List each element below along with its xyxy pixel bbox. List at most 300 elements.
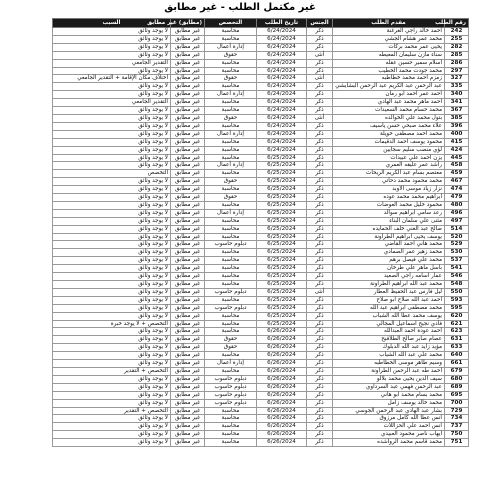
gender-cell: ذكر xyxy=(307,99,333,107)
request-date-cell: 6/25/2024 xyxy=(257,217,307,225)
request-date-cell: 6/26/2024 xyxy=(257,328,307,336)
gender-cell: ذكر xyxy=(307,201,333,209)
reason-cell: لا يوجد وثائق xyxy=(53,391,171,399)
match-status-cell: غير مطابق xyxy=(171,336,205,344)
gender-cell: ذكر xyxy=(307,233,333,241)
gender-cell: ذكر xyxy=(307,375,333,383)
reason-cell: لا يوجد وثائق xyxy=(53,107,171,115)
reason-cell: لا يوجد وثائق xyxy=(53,91,171,99)
request-date-cell: 6/26/2024 xyxy=(257,423,307,431)
applicant-name-cell: عمار اسامه راجي الصعيد xyxy=(333,273,445,281)
gender-cell: ذكر xyxy=(307,320,333,328)
request-date-cell: 6/24/2024 xyxy=(257,75,307,83)
reason-cell: لا يوجد وثائق xyxy=(53,352,171,360)
match-status-cell: غير مطابق xyxy=(171,162,205,170)
match-status-cell: غير مطابق xyxy=(171,399,205,407)
reason-cell: لا يوجد وثائق xyxy=(53,28,171,36)
header-applicant: مقدم الطلب xyxy=(333,19,445,28)
reason-cell: لا يوجد وثائق xyxy=(53,114,171,122)
gender-cell: ذكر xyxy=(307,296,333,304)
request-number-cell: 458 xyxy=(445,162,469,170)
reason-cell: لا يوجد وثائق xyxy=(53,344,171,352)
specialization-cell: محاسبة xyxy=(205,59,257,67)
specialization-cell: محاسبة xyxy=(205,122,257,130)
table-row xyxy=(53,352,469,360)
match-status-cell: غير مطابق xyxy=(171,312,205,320)
table-row xyxy=(53,423,469,431)
match-status-cell: غير مطابق xyxy=(171,186,205,194)
table-row xyxy=(53,281,469,289)
applicant-name-cell: نزار زياد موسى الاوبد xyxy=(333,186,445,194)
gender-cell: ذكر xyxy=(307,59,333,67)
specialization-cell: حقوق xyxy=(205,336,257,344)
match-status-cell: غير مطابق xyxy=(171,225,205,233)
request-date-cell: 6/25/2024 xyxy=(257,201,307,209)
reason-cell: التخصص xyxy=(53,170,171,178)
request-date-cell: 6/24/2024 xyxy=(257,28,307,36)
reason-cell: لا يوجد وثائق xyxy=(53,233,171,241)
reason-cell: لا يوجد وثائق xyxy=(53,201,171,209)
request-number-cell: 467 xyxy=(445,178,469,186)
gender-cell: ذكر xyxy=(307,423,333,431)
specialization-cell: حقوق xyxy=(205,344,257,352)
applicant-name-cell: احمد خالد راجي الغرغنة xyxy=(333,28,445,36)
table-row xyxy=(53,360,469,368)
match-status-cell: غير مطابق xyxy=(171,375,205,383)
request-number-cell: 529 xyxy=(445,241,469,249)
gender-cell: ذكر xyxy=(307,431,333,439)
document-title: غير مكتمل الطلب - غير مطابق xyxy=(164,2,316,13)
reason-cell: لا يوجد وثائق xyxy=(53,130,171,138)
match-status-cell: غير مطابق xyxy=(171,265,205,273)
gender-cell: ذكر xyxy=(307,28,333,36)
request-number-cell: 459 xyxy=(445,170,469,178)
request-date-cell: 6/25/2024 xyxy=(257,304,307,312)
request-number-cell: 282 xyxy=(445,43,469,51)
specialization-cell: محاسبة xyxy=(205,367,257,375)
reason-cell: لا يوجد وثائق xyxy=(53,375,171,383)
request-date-cell: 6/25/2024 xyxy=(257,170,307,178)
specialization-cell: دبلوم حاسوب xyxy=(205,391,257,399)
reason-cell: لا يوجد وثائق xyxy=(53,178,171,186)
applicant-name-cell: محمد قاسم محمد الرواشده xyxy=(333,439,445,447)
applicant-name-cell: محمد حسام محمد السعيدات xyxy=(333,107,445,115)
request-number-cell: 640 xyxy=(445,352,469,360)
table-row xyxy=(53,399,469,407)
reason-cell: لا يوجد وثائق xyxy=(53,257,171,265)
gender-cell: ذكر xyxy=(307,170,333,178)
request-number-cell: 734 xyxy=(445,415,469,423)
request-date-cell: 6/25/2024 xyxy=(257,249,307,257)
specialization-cell: محاسبة xyxy=(205,225,257,233)
reason-cell: لا يوجد وثائق xyxy=(53,273,171,281)
match-status-cell: غير مطابق xyxy=(171,257,205,265)
match-status-cell: غير مطابق xyxy=(171,320,205,328)
request-date-cell: 6/24/2024 xyxy=(257,99,307,107)
table-row xyxy=(53,312,469,320)
reason-cell: لا يوجد وثائق xyxy=(53,43,171,51)
request-date-cell: 6/26/2024 xyxy=(257,352,307,360)
match-status-cell: غير مطابق xyxy=(171,391,205,399)
request-date-cell: 6/24/2024 xyxy=(257,138,307,146)
request-date-cell: 6/25/2024 xyxy=(257,320,307,328)
request-date-cell: 6/25/2024 xyxy=(257,312,307,320)
request-number-cell: 479 xyxy=(445,194,469,202)
reason-cell: لا يوجد وثائق xyxy=(53,431,171,439)
request-number-cell: 474 xyxy=(445,186,469,194)
specialization-cell: محاسبة xyxy=(205,28,257,36)
specialization-cell: محاسبة xyxy=(205,107,257,115)
request-date-cell: 6/25/2024 xyxy=(257,273,307,281)
table-row xyxy=(53,130,469,138)
specialization-cell: محاسبة xyxy=(205,423,257,431)
request-date-cell: 6/26/2024 xyxy=(257,439,307,447)
gender-cell: ذكر xyxy=(307,43,333,51)
request-date-cell: 6/25/2024 xyxy=(257,225,307,233)
request-number-cell: 367 xyxy=(445,107,469,115)
reason-cell: التقدير الجامعي xyxy=(53,99,171,107)
gender-cell: أنثى xyxy=(307,51,333,59)
match-status-cell: غير مطابق xyxy=(171,296,205,304)
request-date-cell: 6/25/2024 xyxy=(257,241,307,249)
applicant-name-cell: عصام صابر صالح الطلافيح xyxy=(333,336,445,344)
match-status-cell: غير مطابق xyxy=(171,107,205,115)
match-status-cell: غير مطابق xyxy=(171,154,205,162)
request-number-cell: 633 xyxy=(445,344,469,352)
reason-cell: التخصص + لا يوجد خبرة xyxy=(53,320,171,328)
request-number-cell: 497 xyxy=(445,217,469,225)
match-status-cell: غير مطابق xyxy=(171,91,205,99)
reason-cell: لا يوجد وثائق xyxy=(53,67,171,75)
table-row xyxy=(53,304,469,312)
request-number-cell: 415 xyxy=(445,138,469,146)
specialization-cell: محاسبة xyxy=(205,415,257,423)
match-status-cell: غير مطابق xyxy=(171,35,205,43)
request-date-cell: 6/25/2024 xyxy=(257,154,307,162)
request-number-cell: 546 xyxy=(445,273,469,281)
gender-cell: ذكر xyxy=(307,304,333,312)
match-status-cell: غير مطابق xyxy=(171,130,205,138)
table-row xyxy=(53,225,469,233)
gender-cell: أنثى xyxy=(307,75,333,83)
table-row xyxy=(53,320,469,328)
request-number-cell: 623 xyxy=(445,328,469,336)
reason-cell: لا يوجد وثائق xyxy=(53,241,171,249)
gender-cell: ذكر xyxy=(307,415,333,423)
match-status-cell: غير مطابق xyxy=(171,431,205,439)
gender-cell: أنثى xyxy=(307,114,333,122)
request-number-cell: 340 xyxy=(445,91,469,99)
match-status-cell: غير مطابق xyxy=(171,59,205,67)
applicant-name-cell: محمد بسام محمد ابو هاني xyxy=(333,391,445,399)
request-number-cell: 661 xyxy=(445,360,469,368)
table-row xyxy=(53,154,469,162)
specialization-cell: محاسبة xyxy=(205,201,257,209)
reason-cell: لا يوجد وثائق xyxy=(53,328,171,336)
specialization-cell: محاسبة xyxy=(205,431,257,439)
header-request-number: رقم الطلب xyxy=(445,19,469,28)
table-row xyxy=(53,67,469,75)
applicant-name-cell: ليل فارس عبد الحفيظ العطار xyxy=(333,288,445,296)
match-status-cell: غير مطابق xyxy=(171,217,205,225)
header-reason: السبب xyxy=(53,19,171,28)
match-status-cell: غير مطابق xyxy=(171,178,205,186)
request-number-cell: 514 xyxy=(445,225,469,233)
request-date-cell: 6/25/2024 xyxy=(257,257,307,265)
specialization-cell: محاسبة xyxy=(205,328,257,336)
header-gender: الجنس xyxy=(307,19,333,28)
table-row xyxy=(53,91,469,99)
reason-cell: لا يوجد وثائق xyxy=(53,186,171,194)
request-date-cell: 6/26/2024 xyxy=(257,360,307,368)
request-date-cell: 6/24/2024 xyxy=(257,83,307,91)
reason-cell: التخصص + التقدير xyxy=(53,407,171,415)
specialization-cell: إدارة أعمال xyxy=(205,360,257,368)
match-status-cell: غير مطابق xyxy=(171,367,205,375)
match-status-cell: غير مطابق xyxy=(171,83,205,91)
gender-cell: ذكر xyxy=(307,91,333,99)
match-status-cell: غير مطابق xyxy=(171,344,205,352)
request-date-cell: 6/24/2024 xyxy=(257,59,307,67)
gender-cell: ذكر xyxy=(307,130,333,138)
applicant-name-cell: محمد زهير عمر الصمادي xyxy=(333,249,445,257)
request-number-cell: 496 xyxy=(445,209,469,217)
applicant-name-cell: سناء مازن سليمان المعيطه xyxy=(333,51,445,59)
gender-cell: أنثى xyxy=(307,288,333,296)
applicant-name-cell: عبد الرحمن عبد الكريم عبد الرحمن البشايشي xyxy=(333,83,445,91)
applicant-name-cell: محمد مصطفى ابراهيم عبد الله xyxy=(333,304,445,312)
gender-cell: ذكر xyxy=(307,217,333,225)
request-number-cell: 621 xyxy=(445,320,469,328)
gender-cell: ذكر xyxy=(307,407,333,415)
request-date-cell: 6/26/2024 xyxy=(257,415,307,423)
applicant-name-cell: احمد طه عبد الرحمن الطراونة xyxy=(333,367,445,375)
table-row xyxy=(53,431,469,439)
request-number-cell: 689 xyxy=(445,383,469,391)
request-date-cell: 6/26/2024 xyxy=(257,344,307,352)
request-number-cell: 385 xyxy=(445,114,469,122)
table-row xyxy=(53,146,469,154)
reason-cell: لا يوجد وثائق xyxy=(53,225,171,233)
specialization-cell: محاسبة xyxy=(205,233,257,241)
reason-cell: لا يوجد وثائق xyxy=(53,162,171,170)
specialization-cell: محاسبة xyxy=(205,439,257,447)
match-status-cell: غير مطابق xyxy=(171,99,205,107)
specialization-cell: محاسبة xyxy=(205,249,257,257)
gender-cell: ذكر xyxy=(307,107,333,115)
request-date-cell: 6/25/2024 xyxy=(257,296,307,304)
applicant-name-cell: بتول محمد علي الخوالده xyxy=(333,114,445,122)
applicant-name-cell: يحيى عمر محمد بركات xyxy=(333,43,445,51)
request-date-cell: 6/24/2024 xyxy=(257,107,307,115)
specialization-cell: دبلوم حاسوب xyxy=(205,383,257,391)
applicant-name-cell: يوسف محمد عطا الله الشباب xyxy=(333,312,445,320)
applicant-name-cell: احمد عمر احمد ابو رمان xyxy=(333,91,445,99)
gender-cell: ذكر xyxy=(307,281,333,289)
gender-cell: ذكر xyxy=(307,186,333,194)
specialization-cell: محاسبة xyxy=(205,352,257,360)
gender-cell: ذكر xyxy=(307,328,333,336)
request-date-cell: 6/24/2024 xyxy=(257,43,307,51)
applications-table xyxy=(52,18,469,447)
request-date-cell: 6/25/2024 xyxy=(257,233,307,241)
applicant-name-cell: محمد خالد يوسف زامل xyxy=(333,399,445,407)
gender-cell: ذكر xyxy=(307,122,333,130)
specialization-cell: محاسبة xyxy=(205,265,257,273)
table-row xyxy=(53,35,469,43)
reason-cell: لا يوجد وثائق xyxy=(53,360,171,368)
reason-cell: لا يوجد وثائق xyxy=(53,122,171,130)
reason-cell: لا يوجد وثائق xyxy=(53,336,171,344)
table-row xyxy=(53,407,469,415)
specialization-cell: حقوق xyxy=(205,51,257,59)
header-request-date: تاريخ الطلب xyxy=(257,19,307,28)
table-row xyxy=(53,59,469,67)
match-status-cell: غير مطابق xyxy=(171,138,205,146)
match-status-cell: غير مطابق xyxy=(171,43,205,51)
match-status-cell: غير مطابق xyxy=(171,328,205,336)
applicant-name-cell: يزن احمد علي عبيدات xyxy=(333,154,445,162)
table-row xyxy=(53,415,469,423)
request-date-cell: 6/24/2024 xyxy=(257,130,307,138)
specialization-cell: محاسبة xyxy=(205,35,257,43)
table-row xyxy=(53,288,469,296)
request-date-cell: 6/26/2024 xyxy=(257,407,307,415)
table-row xyxy=(53,391,469,399)
match-status-cell: غير مطابق xyxy=(171,439,205,447)
applicant-name-cell: بشار عبد الهادي عبد الرحمن الجوسي xyxy=(333,407,445,415)
reason-cell: لا يوجد وثائق xyxy=(53,194,171,202)
request-number-cell: 424 xyxy=(445,146,469,154)
reason-cell: لا يوجد وثائق xyxy=(53,281,171,289)
applicant-name-cell: رعد سامي ابراهيم سوالد xyxy=(333,209,445,217)
specialization-cell: محاسبة xyxy=(205,312,257,320)
request-date-cell: 6/26/2024 xyxy=(257,391,307,399)
specialization-cell: محاسبة xyxy=(205,154,257,162)
reason-cell: لا يوجد وثائق xyxy=(53,288,171,296)
applicant-name-cell: محمد علي عبد الله الشياب xyxy=(333,352,445,360)
reason-cell: لا يوجد وثائق xyxy=(53,265,171,273)
applicant-name-cell: احمد ماهر محمد عبد الهادي xyxy=(333,99,445,107)
specialization-cell: إدارة أعمال xyxy=(205,91,257,99)
specialization-cell: إدارة أعمال xyxy=(205,209,257,217)
request-number-cell: 445 xyxy=(445,154,469,162)
gender-cell: ذكر xyxy=(307,83,333,91)
table-row xyxy=(53,43,469,51)
gender-cell: ذكر xyxy=(307,344,333,352)
specialization-cell: حقوق xyxy=(205,75,257,83)
request-date-cell: 6/25/2024 xyxy=(257,265,307,273)
table-row xyxy=(53,75,469,83)
request-number-cell: 530 xyxy=(445,249,469,257)
applicant-name-cell: محمود يوسف احمد الدقيمات xyxy=(333,138,445,146)
applicant-name-cell: فادي نجيح اسماعيل المجالي xyxy=(333,320,445,328)
request-number-cell: 729 xyxy=(445,407,469,415)
table-row xyxy=(53,249,469,257)
request-number-cell: 680 xyxy=(445,375,469,383)
applicant-name-cell: سيف الدين يحيى محمد بلالو xyxy=(333,375,445,383)
applicant-name-cell: اسلام سمير حسين عقله xyxy=(333,59,445,67)
table-row xyxy=(53,99,469,107)
table-row xyxy=(53,273,469,281)
gender-cell: ذكر xyxy=(307,249,333,257)
match-status-cell: غير مطابق xyxy=(171,146,205,154)
gender-cell: ذكر xyxy=(307,312,333,320)
table-row xyxy=(53,178,469,186)
table-row xyxy=(53,439,469,447)
specialization-cell: دبلوم حاسوب xyxy=(205,241,257,249)
reason-cell: لا يوجد وثائق xyxy=(53,138,171,146)
match-status-cell: غير مطابق xyxy=(171,201,205,209)
request-number-cell: 548 xyxy=(445,281,469,289)
applicant-name-cell: محمد علي فيصل برهم xyxy=(333,257,445,265)
gender-cell: ذكر xyxy=(307,138,333,146)
gender-cell: ذكر xyxy=(307,35,333,43)
reason-cell: لا يوجد وثائق xyxy=(53,304,171,312)
match-status-cell: غير مطابق xyxy=(171,281,205,289)
table-row xyxy=(53,170,469,178)
match-status-cell: غير مطابق xyxy=(171,352,205,360)
gender-cell: ذكر xyxy=(307,154,333,162)
applicant-name-cell: ايهاب ناصر محمود العبيدي xyxy=(333,431,445,439)
specialization-cell: محاسبة xyxy=(205,320,257,328)
applicant-name-cell: عبد الرحمن فهمي عبد السرداوي xyxy=(333,383,445,391)
specialization-cell: دبلوم حاسوب xyxy=(205,375,257,383)
request-number-cell: 695 xyxy=(445,391,469,399)
request-number-cell: 327 xyxy=(445,75,469,83)
reason-cell: لا يوجد وثائق xyxy=(53,83,171,91)
request-number-cell: 400 xyxy=(445,130,469,138)
specialization-cell: محاسبة xyxy=(205,170,257,178)
gender-cell: ذكر xyxy=(307,367,333,375)
gender-cell: ذكر xyxy=(307,399,333,407)
table-row xyxy=(53,122,469,130)
specialization-cell: محاسبة xyxy=(205,99,257,107)
match-status-cell: غير مطابق xyxy=(171,383,205,391)
match-status-cell: غير مطابق xyxy=(171,209,205,217)
applicant-name-cell: انس احمد علي الحزاللات xyxy=(333,423,445,431)
request-number-cell: 341 xyxy=(445,99,469,107)
specialization-cell: إدارة أعمال xyxy=(205,43,257,51)
request-date-cell: 6/26/2024 xyxy=(257,375,307,383)
request-date-cell: 6/26/2024 xyxy=(257,367,307,375)
applicant-name-cell: صالح عبد الغني خلف الحمايده xyxy=(333,225,445,233)
table-row xyxy=(53,375,469,383)
table-row xyxy=(53,138,469,146)
request-number-cell: 396 xyxy=(445,122,469,130)
match-status-cell: غير مطابق xyxy=(171,122,205,130)
specialization-cell: حقوق xyxy=(205,194,257,202)
specialization-cell: دبلوم حاسوب xyxy=(205,304,257,312)
table-body xyxy=(53,28,469,447)
request-date-cell: 6/26/2024 xyxy=(257,383,307,391)
applicant-name-cell: ابراهيم محمد محمد عوده xyxy=(333,194,445,202)
table-row xyxy=(53,257,469,265)
applicant-name-cell: باسل ماهر علي طرخان xyxy=(333,265,445,273)
request-number-cell: 620 xyxy=(445,312,469,320)
table-row xyxy=(53,367,469,375)
applicant-name-cell: وسيم طاهر موسى الخطاطبه xyxy=(333,360,445,368)
table-row xyxy=(53,328,469,336)
applicant-name-cell: احمد عودة احمد العبدالله xyxy=(333,328,445,336)
applicant-name-cell: محمد هاني احمد القاضي xyxy=(333,241,445,249)
match-status-cell: غير مطابق xyxy=(171,273,205,281)
applicant-name-cell: محمد احمد مصطفى خويلة xyxy=(333,130,445,138)
specialization-cell: محاسبة xyxy=(205,296,257,304)
gender-cell: ذكر xyxy=(307,257,333,265)
reason-cell: لا يوجد وثائق xyxy=(53,399,171,407)
gender-cell: ذكر xyxy=(307,360,333,368)
